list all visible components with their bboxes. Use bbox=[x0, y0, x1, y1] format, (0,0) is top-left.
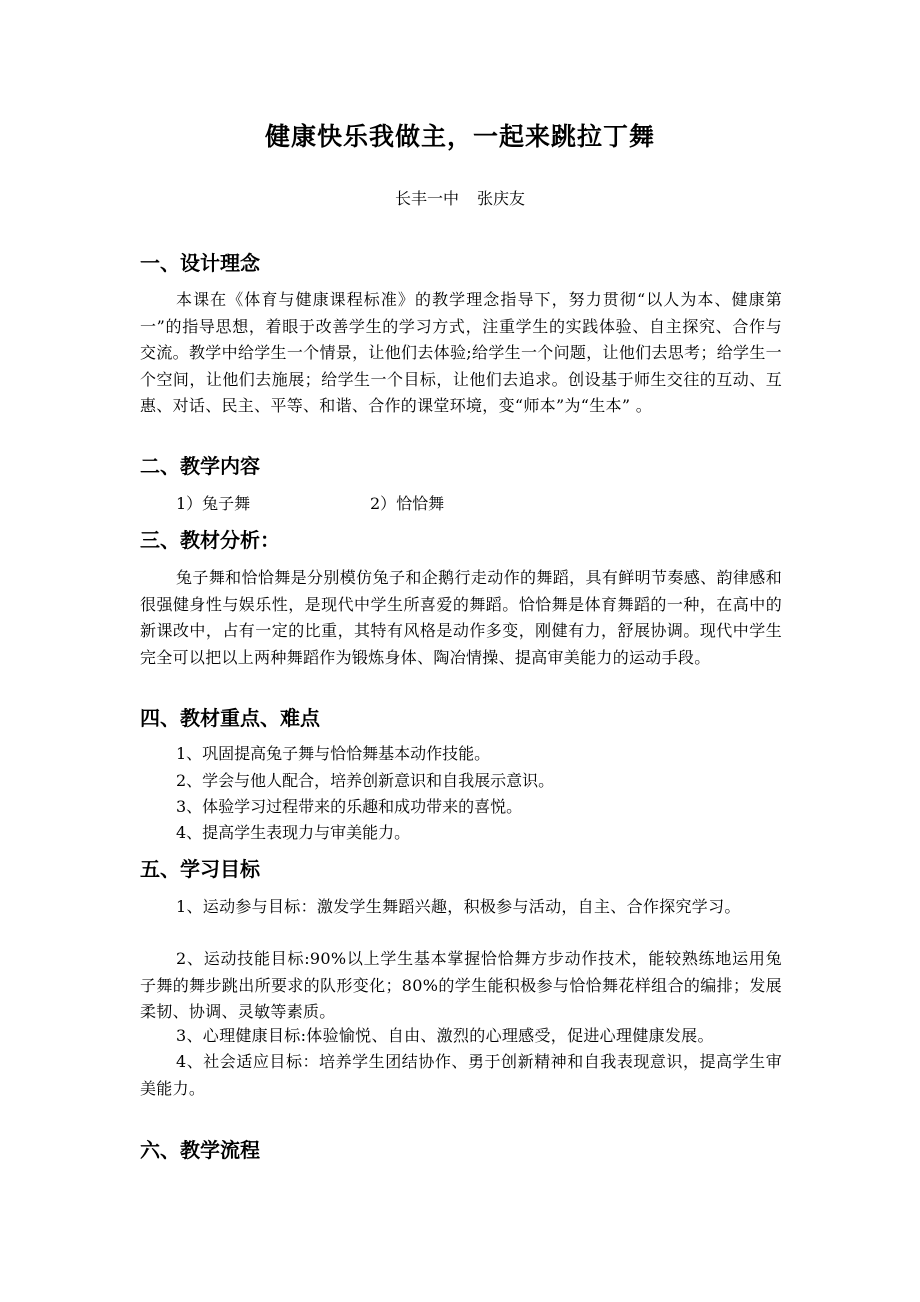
teaching-content-item-1: 1）兔子舞 bbox=[176, 494, 251, 513]
document-title: 健康快乐我做主，一起来跳拉丁舞 bbox=[264, 122, 655, 151]
learning-goal-paragraph: 4、社会适应目标：培养学生团结协作、勇于创新精神和自我表现意识，提高学生审美能力。 bbox=[140, 1052, 782, 1098]
author-line bbox=[0, 186, 920, 212]
key-point-item: 4、提高学生表现力与审美能力。 bbox=[176, 823, 411, 842]
section-heading-learning-goals: 五、学习目标 bbox=[140, 857, 260, 881]
learning-goal-paragraph: 3、心理健康目标:体验愉悦、自由、激烈的心理感受，促进心理健康发展。 bbox=[176, 1026, 714, 1045]
author-name: 张庆友 bbox=[477, 189, 526, 208]
author-school: 长丰一中 bbox=[394, 189, 459, 208]
learning-goal-paragraph: 1、运动参与目标：激发学生舞蹈兴趣，积极参与活动，自主、合作探究学习。 bbox=[176, 897, 741, 916]
section-heading-key-points: 四、教材重点、难点 bbox=[140, 706, 320, 730]
section-heading-teaching-flow: 六、教学流程 bbox=[140, 1138, 260, 1162]
section-heading-material-analysis: 三、教材分析： bbox=[140, 528, 280, 552]
material-analysis-paragraph: 兔子舞和恰恰舞是分别模仿兔子和企鹅行走动作的舞蹈，具有鲜明节奏感、韵律感和很强健身性与娱乐性，是现代中学生所喜爱的舞蹈。恰恰舞是体育舞蹈的一种，在高中的新课改中，占有一定的比重，其特有风格是动作多变，刚健有力，舒展协调。现代中学生完全可以把以上两种舞蹈作为锻炼身体、陶冶情操、提高审美能力的运动手段。 bbox=[140, 568, 782, 667]
key-point-item: 2、学会与他人配合，培养创新意识和自我展示意识。 bbox=[176, 771, 555, 790]
section-heading-teaching-content: 二、教学内容 bbox=[140, 454, 260, 478]
key-point-item: 1、巩固提高兔子舞与恰恰舞基本动作技能。 bbox=[176, 744, 491, 763]
teaching-content-items bbox=[176, 491, 676, 517]
learning-goal-paragraph: 2、运动技能目标:90%以上学生基本掌握恰恰舞方步动作技术，能较熟练地运用兔子舞的舞步跳出所要求的队形变化；80%的学生能积极参与恰恰舞花样组合的编排；发展柔韧、协调、灵敏等素质。 bbox=[140, 949, 782, 1021]
design-concept-paragraph: 本课在《体育与健康课程标准》的教学理念指导下，努力贯彻“以人为本、健康第一”的指导思想，着眼于改善学生的学习方式，注重学生的实践体验、自主探究、合作与交流。教学中给学生一个情景，让他们去体验;给学生一个问题，让他们去思考；给学生一个空间，让他们去施展；给学生一个目标，让他们去追求。创设基于师生交往的互动、互惠、对话、民主、平等、和谐、合作的课堂环境，变“师本”为“生本” 。 bbox=[140, 290, 782, 415]
teaching-content-item-2: 2）恰恰舞 bbox=[370, 494, 445, 513]
key-point-item: 3、体验学习过程带来的乐趣和成功带来的喜悦。 bbox=[176, 797, 523, 816]
section-heading-design-concept: 一、设计理念 bbox=[140, 251, 260, 275]
